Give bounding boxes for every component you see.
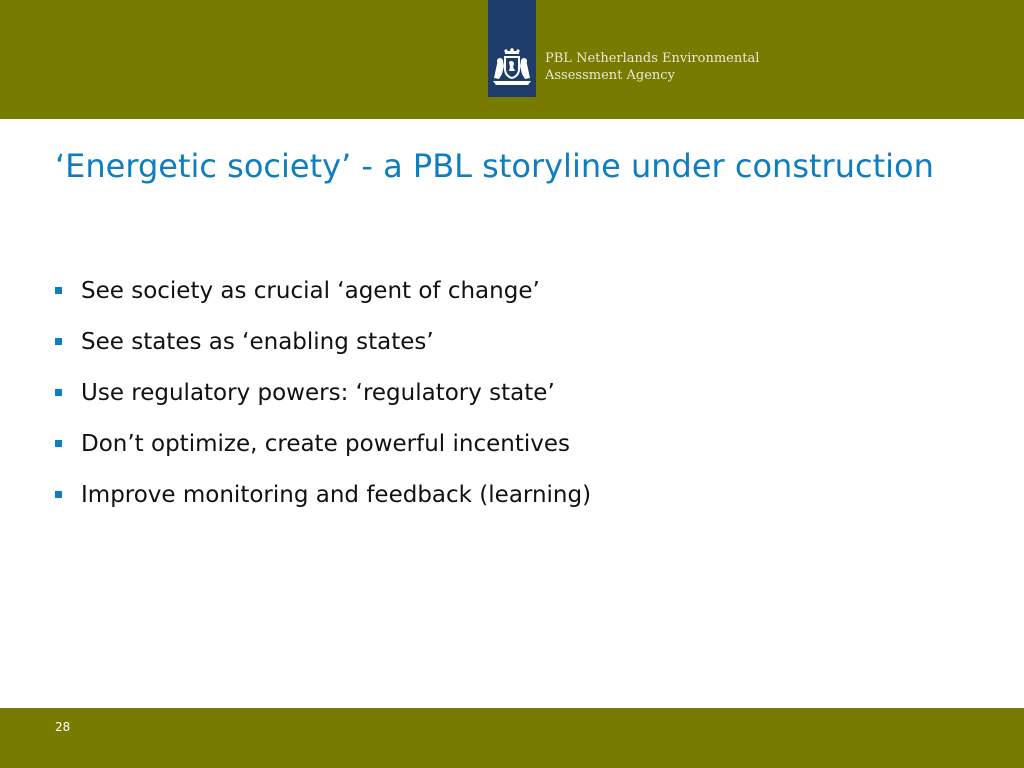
bullet-text: Improve monitoring and feedback (learning) — [81, 482, 592, 508]
bullet-list — [55, 272, 591, 527]
bullet-square-icon — [55, 491, 62, 498]
bullet-item — [55, 374, 591, 425]
slide-title: ‘Energetic society’ - a PBL storyline under construction — [55, 147, 934, 185]
bullet-item — [55, 323, 591, 374]
bullet-square-icon — [55, 389, 62, 396]
bullet-item — [55, 425, 591, 476]
bullet-text: Use regulatory powers: ‘regulatory state’ — [81, 380, 555, 406]
page-number: 28 — [55, 720, 71, 734]
bullet-square-icon — [55, 440, 62, 447]
bullet-text: Don’t optimize, create powerful incentives — [81, 431, 570, 457]
bullet-item — [55, 476, 591, 527]
bullet-text: See society as crucial ‘agent of change’ — [81, 278, 540, 304]
bullet-text: See states as ‘enabling states’ — [81, 329, 434, 355]
government-logo — [488, 0, 536, 97]
footer-band — [0, 708, 1024, 768]
organization-name-line2: Assessment Agency — [545, 68, 675, 83]
bullet-square-icon — [55, 287, 62, 294]
organization-name — [545, 50, 759, 84]
bullet-square-icon — [55, 338, 62, 345]
bullet-item — [55, 272, 591, 323]
royal-coat-of-arms-icon — [491, 48, 533, 88]
organization-name-line1: PBL Netherlands Environmental — [545, 51, 760, 66]
header-band — [0, 0, 1024, 119]
